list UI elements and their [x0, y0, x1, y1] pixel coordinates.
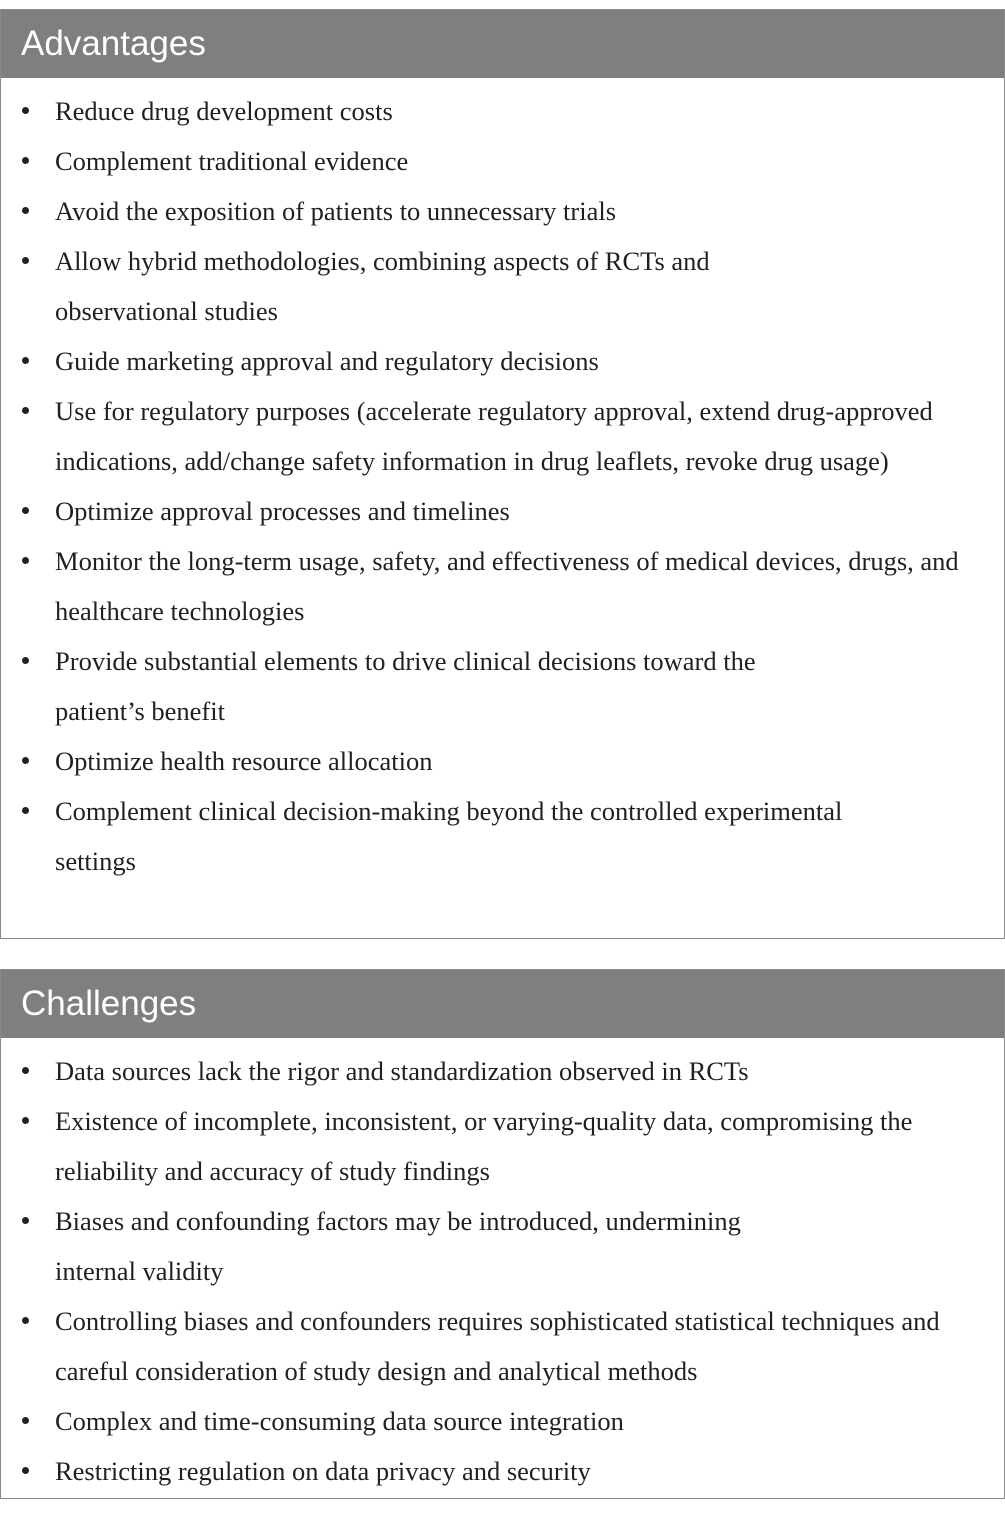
- list-item-text: Existence of incomplete, inconsistent, or varying-quality data, compromising the reliability and accuracy of study findings: [55, 1106, 913, 1186]
- bullet-icon: [22, 757, 29, 764]
- list-item: [1, 1396, 994, 1446]
- bullet-icon: [22, 1217, 29, 1224]
- list-item-text: Biases and confounding factors may be introduced, undermining internal validity: [55, 1206, 741, 1286]
- list-item-text: Avoid the exposition of patients to unnecessary trials: [55, 196, 617, 226]
- list-item: [1, 136, 994, 186]
- list-item-text: Guide marketing approval and regulatory decisions: [55, 346, 599, 376]
- bullet-icon: [22, 1417, 29, 1424]
- bullet-icon: [22, 507, 29, 514]
- advantages-panel: [0, 9, 1005, 939]
- list-item-text: Optimize health resource allocation: [55, 746, 433, 776]
- bullet-icon: [22, 257, 29, 264]
- list-item: [1, 1446, 994, 1496]
- list-item-text: Complement clinical decision-making beyond the controlled experimental settings: [55, 796, 843, 876]
- list-item: [1, 1296, 994, 1396]
- bullet-icon: [22, 107, 29, 114]
- challenges-heading: Challenges: [1, 970, 1004, 1038]
- advantages-list: [1, 78, 1004, 886]
- list-item: [1, 86, 994, 136]
- list-item-text: Provide substantial elements to drive clinical decisions toward the patient’s benefit: [55, 646, 756, 726]
- bullet-icon: [22, 1467, 29, 1474]
- bullet-icon: [22, 357, 29, 364]
- bullet-icon: [22, 407, 29, 414]
- list-item-text: Complement traditional evidence: [55, 146, 409, 176]
- bullet-icon: [22, 557, 29, 564]
- list-item: [1, 186, 994, 236]
- list-item: [1, 486, 994, 536]
- challenges-list: [1, 1038, 1004, 1496]
- list-item: [1, 1196, 994, 1296]
- advantages-heading: Advantages: [1, 10, 1004, 78]
- list-item: [1, 236, 994, 336]
- list-item: [1, 1046, 994, 1096]
- bullet-icon: [22, 157, 29, 164]
- challenges-panel: [0, 969, 1005, 1499]
- bullet-icon: [22, 207, 29, 214]
- bullet-icon: [22, 1067, 29, 1074]
- list-item: [1, 736, 994, 786]
- list-item: [1, 536, 994, 636]
- list-item-text: Use for regulatory purposes (accelerate regulatory approval, extend drug-approved indications, add/change safety information in drug leaflets, revoke drug usage): [55, 396, 933, 476]
- list-item-text: Data sources lack the rigor and standardization observed in RCTs: [55, 1056, 749, 1086]
- list-item-text: Complex and time-consuming data source integration: [55, 1406, 624, 1436]
- list-item: [1, 636, 994, 736]
- list-item: [1, 1096, 994, 1196]
- bullet-icon: [22, 807, 29, 814]
- list-item-text: Optimize approval processes and timelines: [55, 496, 510, 526]
- list-item: [1, 336, 994, 386]
- bullet-icon: [22, 1317, 29, 1324]
- bullet-icon: [22, 657, 29, 664]
- list-item-text: Restricting regulation on data privacy and security: [55, 1456, 591, 1486]
- list-item-text: Reduce drug development costs: [55, 96, 393, 126]
- list-item: [1, 386, 994, 486]
- bullet-icon: [22, 1117, 29, 1124]
- list-item: [1, 786, 994, 886]
- list-item-text: Allow hybrid methodologies, combining aspects of RCTs and observational studies: [55, 246, 710, 326]
- list-item-text: Controlling biases and confounders requires sophisticated statistical techniques and careful consideration of study design and analytical methods: [55, 1306, 940, 1386]
- list-item-text: Monitor the long-term usage, safety, and effectiveness of medical devices, drugs, and healthcare technologies: [55, 546, 959, 626]
